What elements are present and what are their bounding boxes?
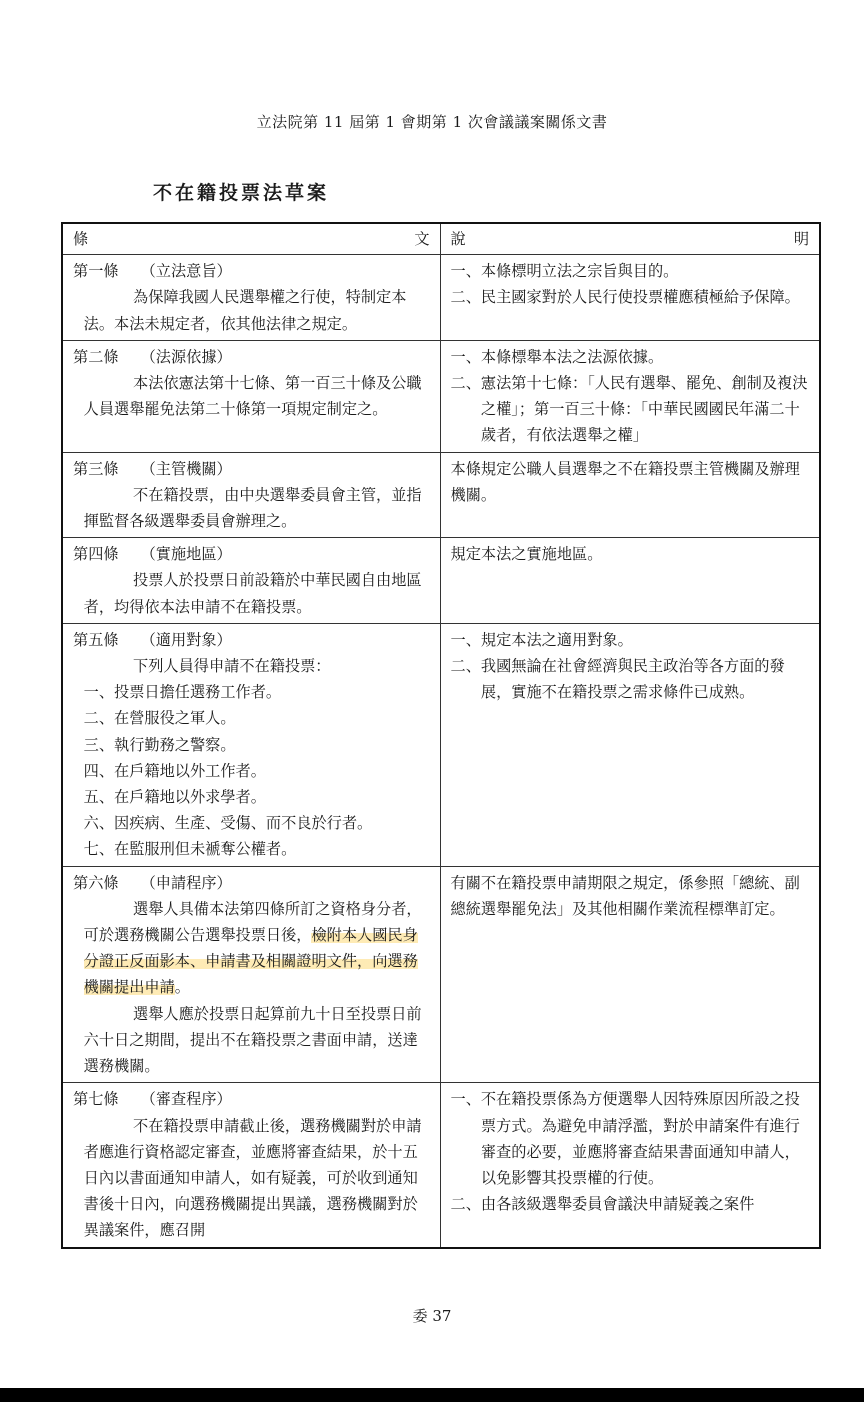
article-text bbox=[62, 866, 440, 1083]
article-body: 投票人於投票日前設籍於中華民國自由地區者，均得依本法申請不在籍投票。 bbox=[83, 571, 422, 616]
article-title: 第三條 （主管機關） bbox=[73, 459, 232, 478]
table-row bbox=[62, 538, 820, 624]
article-text bbox=[62, 538, 440, 624]
article-explanation bbox=[440, 340, 820, 452]
bill-title: 不在籍投票法草案 bbox=[153, 182, 330, 204]
article-body: 不在籍投票申請截止後，選務機關對於申請者應進行資格認定審查，並應將審查結果，於十五日內以書面通知申請人，如有疑義，可於收到通知書後十日內，向選務機關提出異議，選務機關對於異議案件，應召開 bbox=[83, 1116, 422, 1240]
article-text bbox=[62, 623, 440, 866]
explanation-text: 本條規定公職人員選舉之不在籍投票主管機關及辦理機關。 bbox=[450, 459, 800, 504]
highlighted-text: 檢附本人國民身分證正反面影本、申請書及相關證明文件，向選務機關提出申請 bbox=[83, 926, 418, 997]
list-item: 二、 我國無論在社會經濟與民主政治等各方面的發展，實施不在籍投票之需求條件已成熟。 bbox=[450, 657, 785, 702]
article-text bbox=[62, 340, 440, 452]
list-item: 五、 在戶籍地以外求學者。 bbox=[83, 788, 266, 807]
article-text bbox=[62, 452, 440, 538]
table-row bbox=[62, 1083, 820, 1248]
article-body: 下列人員得申請不在籍投票： bbox=[133, 657, 331, 676]
article-explanation bbox=[440, 1083, 820, 1248]
article-title: 第七條 （審查程序） bbox=[73, 1090, 232, 1109]
list-item: 二、 民主國家對於人民行使投票權應積極給予保障。 bbox=[450, 288, 800, 307]
article-explanation bbox=[440, 255, 820, 341]
bill-table bbox=[61, 222, 821, 1249]
article-explanation bbox=[440, 623, 820, 866]
list-item: 三、 執行勤務之警察。 bbox=[83, 735, 236, 754]
table-row bbox=[62, 623, 820, 866]
list-item: 一、 本條標明立法之宗旨與目的。 bbox=[450, 262, 679, 281]
header-explanation: 說 明 bbox=[440, 223, 820, 255]
table-row bbox=[62, 255, 820, 341]
article-body: 不在籍投票，由中央選舉委員會主管，並指揮監督各級選舉委員會辦理之。 bbox=[83, 485, 422, 531]
list-item: 一、 規定本法之適用對象。 bbox=[450, 630, 633, 649]
list-item: 二、 由各該級選舉委員會議決申請疑義之案件 bbox=[450, 1195, 755, 1214]
page-number: 委 37 bbox=[412, 1307, 452, 1325]
article-explanation bbox=[440, 538, 820, 624]
list-item: 六、 因疾病、生產、受傷、而不良於行者。 bbox=[83, 814, 373, 833]
table-header-row bbox=[62, 223, 820, 255]
document-header: 立法院第 11 屆第 1 會期第 1 次會議議案關係文書 bbox=[256, 113, 608, 131]
list-item: 七、 在監服刑但未褫奪公權者。 bbox=[83, 840, 297, 859]
list-item: 二、 憲法第十七條：「人民有選舉、罷免、創制及複決之權」；第一百三十條：「中華民國國民年滿二十歲者，有依法選舉之權」 bbox=[450, 374, 808, 445]
article-body: 選舉人具備本法第四條所訂之資格身分者，可於選務機關公告選舉投票日後，檢附本人國民身分證正反面影本、申請書及相關證明文件，向選務機關提出申請。 bbox=[83, 899, 422, 997]
article-title: 第一條 （立法意旨） bbox=[73, 262, 232, 281]
article-body: 本法依憲法第十七條、第一百三十條及公職人員選舉罷免法第二十條第一項規定制定之。 bbox=[83, 374, 422, 419]
article-explanation bbox=[440, 866, 820, 1083]
explanation-text: 規定本法之實施地區。 bbox=[450, 545, 603, 564]
explanation-text: 有關不在籍投票申請期限之規定，係參照「總統、副總統選舉罷免法」及其他相關作業流程標準訂定。 bbox=[450, 873, 800, 918]
article-text bbox=[62, 1083, 440, 1248]
article-title: 第五條 （適用對象） bbox=[73, 630, 232, 649]
table-row bbox=[62, 452, 820, 538]
article-text bbox=[62, 255, 440, 341]
list-item: 一、 本條標舉本法之法源依據。 bbox=[450, 347, 664, 366]
article-title: 第六條 （申請程序） bbox=[73, 873, 232, 892]
article-body-2: 選舉人應於投票日起算前九十日至投票日前六十日之期間，提出不在籍投票之書面申請，送達選務機關。 bbox=[83, 1004, 422, 1076]
article-title: 第四條 （實施地區） bbox=[73, 545, 232, 564]
article-title: 第二條 （法源依據） bbox=[73, 347, 232, 366]
table-row bbox=[62, 866, 820, 1083]
list-item: 四、 在戶籍地以外工作者。 bbox=[83, 761, 266, 780]
table-row bbox=[62, 340, 820, 452]
header-article-text: 條 文 bbox=[62, 223, 440, 255]
article-explanation bbox=[440, 452, 820, 538]
list-item: 一、 投票日擔任選務工作者。 bbox=[83, 683, 282, 702]
bottom-bar bbox=[0, 1388, 864, 1402]
list-item: 一、 不在籍投票係為方便選舉人因特殊原因所設之投票方式。為避免申請浮濫，對於申請案件有進行審查的必要，並應將審查結果書面通知申請人，以免影響其投票權的行使。 bbox=[450, 1090, 800, 1187]
article-body: 為保障我國人民選舉權之行使，特制定本法。本法未規定者，依其他法律之規定。 bbox=[83, 288, 407, 333]
list-item: 二、 在營服役之軍人。 bbox=[83, 709, 236, 728]
